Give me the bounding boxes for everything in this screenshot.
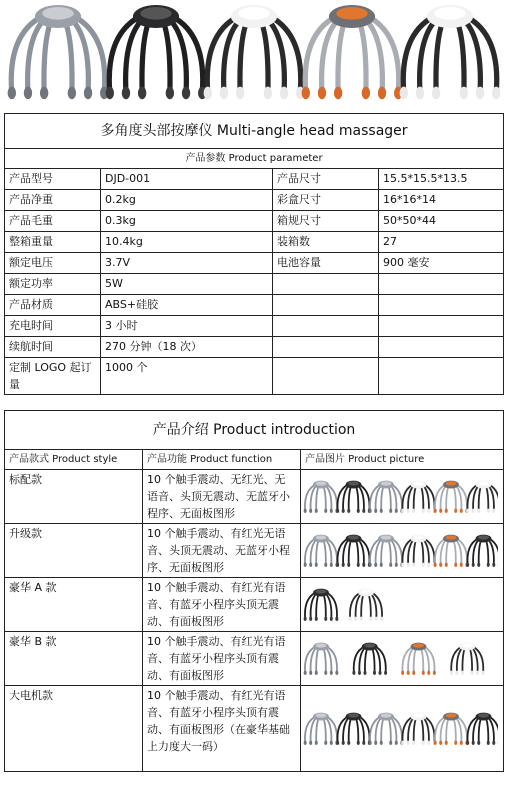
massager-icon [302,5,403,99]
spec-value: DJD-001 [101,169,273,190]
spec-subtitle: 产品参数 Product parameter [5,149,504,169]
massager-icon [204,5,305,99]
spec-value [379,337,504,358]
massager-icon [400,5,501,99]
spec-label: 额定功率 [5,274,101,295]
spec-label: 彩盒尺寸 [273,190,379,211]
product-introduction-table [4,410,504,772]
massager-icon [434,534,469,566]
product-picture [301,524,504,578]
product-style: 大电机款 [5,686,143,772]
massager-group-image [303,585,498,625]
massager-icon [450,642,485,674]
spec-label: 续航时间 [5,337,101,358]
massager-icon [304,534,339,566]
spec-value: 270 分钟（18 次） [101,337,273,358]
massager-group-image [303,639,498,679]
spec-value: 0.2kg [101,190,273,211]
product-style: 豪华 B 款 [5,632,143,686]
massager-icon [369,480,404,512]
spec-label: 产品净重 [5,190,101,211]
massager-icon [336,712,371,744]
product-function: 10 个触手震动、有红光有语音、有蓝牙小程序头顶无震动、有面板图形 [143,578,301,632]
massager-icon [401,480,436,512]
massager-icon [304,480,339,512]
product-function: 10 个触手震动、有红光有语音、有蓝牙小程序头顶有震动、有面板图形 [143,632,301,686]
massager-icon [8,5,109,99]
spec-value: 27 [379,232,504,253]
spec-row [5,253,504,274]
product-row [5,578,504,632]
spec-label: 产品型号 [5,169,101,190]
massager-icon [352,642,387,674]
spec-label [273,337,379,358]
spec-label: 额定电压 [5,253,101,274]
massager-icon [369,534,404,566]
product-style: 标配款 [5,470,143,524]
spec-row [5,337,504,358]
spec-value [379,358,504,395]
product-row [5,470,504,524]
spec-label: 产品毛重 [5,211,101,232]
massager-icon [434,480,469,512]
massager-icon [369,712,404,744]
product-function: 10 个触手震动、无红光、无语音、头顶无震动、无蓝牙小程序、无面板图形 [143,470,301,524]
product-style: 升级款 [5,524,143,578]
header-picture: 产品图片 Product picture [301,450,504,470]
product-picture [301,686,504,772]
massager-icon [336,480,371,512]
spec-value: 1000 个 [101,358,273,395]
massager-group-image [303,477,498,517]
spec-label: 充电时间 [5,316,101,337]
product-function: 10 个触手震动、有红光无语音、头顶无震动、无蓝牙小程序、无面板图形 [143,524,301,578]
spec-label: 电池容量 [273,253,379,274]
spec-row [5,295,504,316]
massager-icon [401,534,436,566]
massager-icon [434,712,469,744]
spec-label [273,358,379,395]
product-style: 豪华 A 款 [5,578,143,632]
product-row [5,632,504,686]
product-row [5,686,504,772]
spec-label [273,316,379,337]
massager-group-image [303,531,498,571]
spec-row [5,169,504,190]
spec-value: 10.4kg [101,232,273,253]
product-picture [301,632,504,686]
massager-icon [304,642,339,674]
massager-icon [466,712,498,744]
spec-label: 定制 LOGO 起订量 [5,358,101,395]
spec-label: 产品材质 [5,295,101,316]
product-row [5,524,504,578]
product-picture [301,578,504,632]
spec-value: 15.5*15.5*13.5 [379,169,504,190]
massager-icon [304,712,339,744]
massager-icon [466,480,498,512]
spec-row [5,190,504,211]
massager-icon [466,534,498,566]
spec-row [5,316,504,337]
spec-value [379,295,504,316]
spec-value: 3 小时 [101,316,273,337]
header-style: 产品款式 Product style [5,450,143,470]
product-picture [301,470,504,524]
spec-label: 整箱重量 [5,232,101,253]
product-function: 10 个触手震动、有红光有语音、有蓝牙小程序头顶有震动、有面板图形（在豪华基础上力度大一码） [143,686,301,772]
spec-row [5,358,504,395]
massager-icon [336,534,371,566]
spec-value [379,316,504,337]
massager-group-image [303,709,498,749]
spec-value: 50*50*44 [379,211,504,232]
spec-value: 900 毫安 [379,253,504,274]
spec-value: 16*16*14 [379,190,504,211]
massager-icon [401,642,436,674]
spec-row [5,211,504,232]
spec-value: ABS+硅胶 [101,295,273,316]
product-parameter-table [4,113,504,395]
spec-label: 箱规尺寸 [273,211,379,232]
spec-label [273,295,379,316]
spec-label: 装箱数 [273,232,379,253]
massager-icon [304,588,339,620]
spec-value: 5W [101,274,273,295]
spec-label [273,274,379,295]
intro-title: 产品介绍 Product introduction [5,411,504,450]
spec-value: 0.3kg [101,211,273,232]
spec-value: 3.7V [101,253,273,274]
header-function: 产品功能 Product function [143,450,301,470]
spec-value [379,274,504,295]
massager-icon [349,588,384,620]
spec-label: 产品尺寸 [273,169,379,190]
massager-icon [106,5,207,99]
massager-icon [401,712,436,744]
spec-row [5,232,504,253]
spec-row [5,274,504,295]
product-hero-image [0,0,509,108]
spec-title: 多角度头部按摩仪 Multi-angle head massager [5,114,504,149]
